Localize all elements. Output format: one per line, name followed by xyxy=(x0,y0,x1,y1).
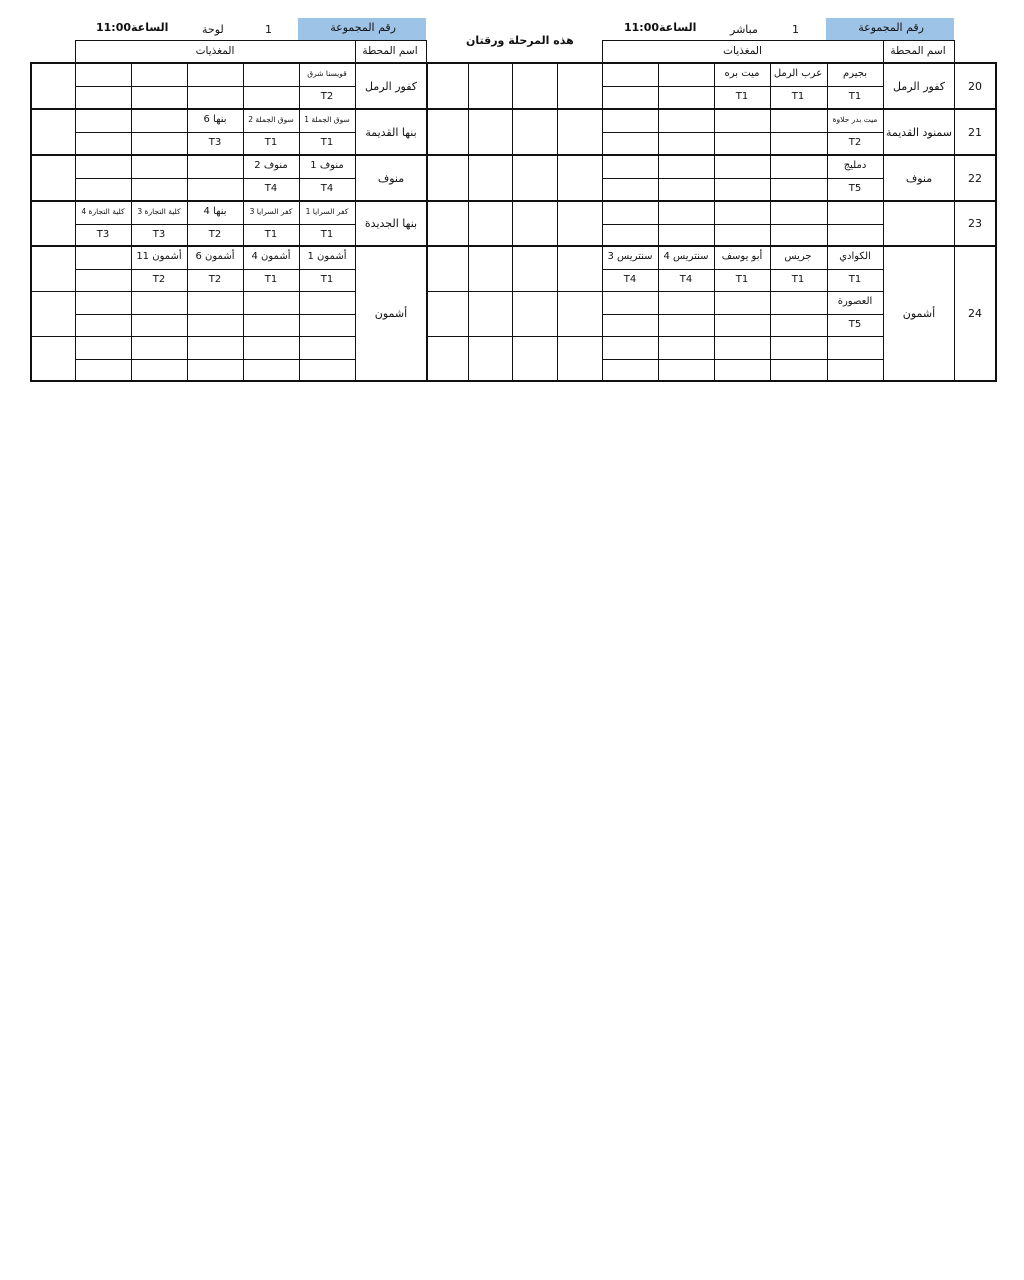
table-left-border xyxy=(30,62,32,382)
feeder-cell xyxy=(75,291,131,314)
row-number: 20 xyxy=(968,79,982,93)
feeder-cell xyxy=(714,336,770,359)
feeder-cell: قويسنا شرق xyxy=(307,69,347,78)
tag-cell xyxy=(602,359,658,382)
tag-cell xyxy=(299,359,355,382)
feeder-cell xyxy=(714,201,770,224)
left-subheader-divider xyxy=(426,40,427,62)
feeder-cell: دمليج xyxy=(843,160,867,171)
tag-cell: T4 xyxy=(320,183,334,194)
feeder-cell: أشمون 6 xyxy=(195,251,235,262)
tag-cell xyxy=(602,224,658,247)
left-subheader-divider xyxy=(355,40,356,62)
row-number: 22 xyxy=(968,171,982,185)
tag-cell xyxy=(299,314,355,337)
tag-cell xyxy=(187,178,243,201)
station-name: منوف xyxy=(377,171,405,185)
tag-cell: T4 xyxy=(623,274,637,285)
tag-cell: T1 xyxy=(264,137,278,148)
schedule-sheet xyxy=(0,0,1024,400)
tag-cell xyxy=(714,132,770,155)
middle-title: هذه المرحلة ورقتان xyxy=(466,34,574,47)
right-station-col-header: اسم المحطة xyxy=(890,45,946,57)
feeder-cell: بجيرم xyxy=(843,68,867,79)
feeder-cell xyxy=(770,109,826,132)
station-name: سمنود القديمة xyxy=(885,125,953,139)
feeder-cell xyxy=(770,291,826,314)
tag-cell xyxy=(75,314,131,337)
row-line xyxy=(427,291,602,292)
feeder-cell xyxy=(187,291,243,314)
feeder-cell xyxy=(131,291,187,314)
feeder-cell xyxy=(131,336,187,359)
left-type: لوحة xyxy=(202,23,224,36)
tag-cell xyxy=(75,178,131,201)
feeder-cell xyxy=(131,109,187,132)
row-number: 24 xyxy=(968,307,982,320)
tag-cell xyxy=(658,224,714,247)
feeder-cell: كفر السرايا 1 xyxy=(305,207,349,216)
feeder-cell xyxy=(243,291,299,314)
feeder-cell: جريس xyxy=(784,251,812,262)
left-group-number: 1 xyxy=(265,23,272,36)
right-type: مباشر xyxy=(730,23,758,36)
feeder-cell xyxy=(602,109,658,132)
station-name: أشمون xyxy=(374,307,408,320)
feeder-cell: ميت بره xyxy=(724,68,760,79)
feeder-cell: أشمون 11 xyxy=(136,251,182,262)
feeder-cell xyxy=(75,109,131,132)
tag-cell: T1 xyxy=(264,229,278,240)
tag-cell xyxy=(131,359,187,382)
station-name: أشمون xyxy=(902,307,936,320)
station-name: كفور الرمل xyxy=(365,79,417,93)
col-line-thick xyxy=(426,62,428,382)
tag-cell xyxy=(770,314,826,337)
station-name: بنها القديمة xyxy=(365,125,417,139)
tag-cell xyxy=(770,359,826,382)
feeder-cell: بنها 6 xyxy=(203,114,227,125)
feeder-cell xyxy=(131,155,187,178)
feeder-cell: أبو يوسف xyxy=(721,251,763,262)
col-line xyxy=(468,62,469,382)
tag-cell xyxy=(827,224,883,247)
feeder-cell xyxy=(827,201,883,224)
feeder-cell: بنها 4 xyxy=(203,206,227,217)
left-group-label: رقم المجموعة xyxy=(298,18,426,40)
tag-cell xyxy=(602,132,658,155)
tag-cell: T2 xyxy=(208,274,222,285)
row-line xyxy=(30,291,75,292)
tag-cell: T1 xyxy=(320,229,334,240)
tag-cell xyxy=(187,314,243,337)
right-time: الساعة11:00 xyxy=(624,21,697,34)
tag-cell: T1 xyxy=(791,274,805,285)
feeder-cell: منوف 1 xyxy=(310,160,344,171)
tag-cell xyxy=(602,269,658,292)
feeder-cell: كلية التجارة 3 xyxy=(137,207,181,216)
tag-cell xyxy=(602,86,658,109)
feeder-cell xyxy=(602,63,658,86)
tag-cell: T1 xyxy=(264,274,278,285)
feeder-cell: سنتريس 3 xyxy=(607,251,653,262)
feeder-cell xyxy=(602,291,658,314)
feeder-cell xyxy=(770,155,826,178)
feeder-cell xyxy=(658,201,714,224)
tag-cell xyxy=(827,359,883,382)
feeder-cell xyxy=(75,63,131,86)
feeder-cell: سوق الجملة 2 xyxy=(248,115,294,124)
tag-cell xyxy=(770,132,826,155)
feeder-cell xyxy=(602,246,658,269)
feeder-cell xyxy=(75,336,131,359)
tag-cell xyxy=(658,314,714,337)
feeder-cell xyxy=(299,336,355,359)
left-time: الساعة11:00 xyxy=(96,21,169,34)
tag-cell xyxy=(714,359,770,382)
tag-cell xyxy=(75,359,131,382)
left-header-line xyxy=(75,40,427,41)
feeder-cell: سنتريس 4 xyxy=(663,251,709,262)
tag-cell: T4 xyxy=(679,274,693,285)
feeder-cell xyxy=(658,63,714,86)
station-name: منوف xyxy=(905,171,933,185)
row-line xyxy=(427,336,602,337)
tag-cell xyxy=(243,314,299,337)
tag-cell: T4 xyxy=(264,183,278,194)
tag-cell xyxy=(714,224,770,247)
feeder-cell xyxy=(770,336,826,359)
feeder-cell xyxy=(827,336,883,359)
tag-cell: T2 xyxy=(208,229,222,240)
feeder-cell xyxy=(602,155,658,178)
tag-cell: T5 xyxy=(848,319,862,330)
feeder-cell: منوف 2 xyxy=(254,160,288,171)
tag-cell xyxy=(75,86,131,109)
feeder-cell xyxy=(187,155,243,178)
feeder-cell xyxy=(243,336,299,359)
tag-cell xyxy=(770,224,826,247)
feeder-cell xyxy=(658,336,714,359)
feeder-cell xyxy=(75,246,131,269)
tag-cell: T3 xyxy=(96,229,110,240)
tag-cell xyxy=(602,178,658,201)
feeder-cell xyxy=(602,336,658,359)
feeder-cell xyxy=(714,155,770,178)
tag-cell xyxy=(131,314,187,337)
feeder-cell xyxy=(658,291,714,314)
tag-cell: T1 xyxy=(320,274,334,285)
right-subheader-divider xyxy=(602,40,603,62)
tag-cell xyxy=(243,359,299,382)
feeder-cell xyxy=(299,291,355,314)
feeder-cell xyxy=(658,155,714,178)
feeder-cell xyxy=(658,109,714,132)
feeder-cell: الكوادي xyxy=(839,251,871,262)
right-feeders-col-header: المغذيات xyxy=(723,45,762,57)
tag-cell xyxy=(770,178,826,201)
tag-cell xyxy=(187,86,243,109)
tag-cell: T1 xyxy=(320,137,334,148)
tag-cell xyxy=(75,132,131,155)
tag-cell: T1 xyxy=(735,91,749,102)
feeder-cell xyxy=(243,63,299,86)
feeder-cell xyxy=(75,155,131,178)
tag-cell xyxy=(131,86,187,109)
feeder-cell: عرب الرمل xyxy=(773,68,823,79)
feeder-cell xyxy=(131,63,187,86)
right-group-label: رقم المجموعة xyxy=(826,18,954,40)
right-subheader-divider xyxy=(883,40,884,62)
tag-cell: T1 xyxy=(735,274,749,285)
tag-cell: T2 xyxy=(152,274,166,285)
station-name: كفور الرمل xyxy=(893,79,945,93)
tag-cell xyxy=(658,178,714,201)
feeder-cell xyxy=(187,63,243,86)
right-subheader-divider xyxy=(954,40,955,62)
left-feeders-col-header: المغذيات xyxy=(195,45,235,57)
left-station-col-header: اسم المحطة xyxy=(362,45,418,57)
tag-cell xyxy=(131,132,187,155)
row-number: 21 xyxy=(968,125,982,139)
feeder-cell: أشمون 4 xyxy=(251,251,291,262)
tag-cell: T1 xyxy=(848,274,862,285)
col-line xyxy=(512,62,513,382)
tag-cell xyxy=(75,269,131,292)
tag-cell xyxy=(658,359,714,382)
feeder-cell xyxy=(714,109,770,132)
tag-cell: T3 xyxy=(152,229,166,240)
col-line xyxy=(557,62,558,382)
feeder-cell xyxy=(714,291,770,314)
row-number: 23 xyxy=(968,217,982,230)
feeder-cell: العصورة xyxy=(837,296,873,307)
feeder-cell xyxy=(602,201,658,224)
tag-cell xyxy=(658,86,714,109)
right-header-line xyxy=(602,40,955,41)
tag-cell xyxy=(131,178,187,201)
feeder-cell xyxy=(187,336,243,359)
station-name xyxy=(884,201,954,246)
tag-cell: T1 xyxy=(848,91,862,102)
tag-cell: T5 xyxy=(848,183,862,194)
feeder-cell: ميت بدر حلاوة xyxy=(832,115,878,124)
tag-cell: T1 xyxy=(791,91,805,102)
tag-cell xyxy=(602,314,658,337)
tag-cell: T3 xyxy=(208,137,222,148)
tag-cell xyxy=(187,359,243,382)
left-subheader-divider xyxy=(75,40,76,62)
tag-cell xyxy=(714,314,770,337)
feeder-cell xyxy=(770,201,826,224)
tag-cell xyxy=(243,86,299,109)
tag-cell: T2 xyxy=(848,137,862,148)
feeder-cell: سوق الجملة 1 xyxy=(304,115,350,124)
feeder-cell: كفر السرايا 3 xyxy=(249,207,293,216)
tag-cell: T2 xyxy=(320,91,334,102)
feeder-cell: أشمون 1 xyxy=(307,251,347,262)
tag-cell xyxy=(658,132,714,155)
tag-cell xyxy=(714,178,770,201)
right-group-number: 1 xyxy=(792,23,799,36)
table-right-border xyxy=(995,62,997,382)
station-name: بنها الجديدة xyxy=(364,217,418,230)
row-line xyxy=(30,336,75,337)
feeder-cell: كلية التجارة 4 xyxy=(81,207,125,216)
